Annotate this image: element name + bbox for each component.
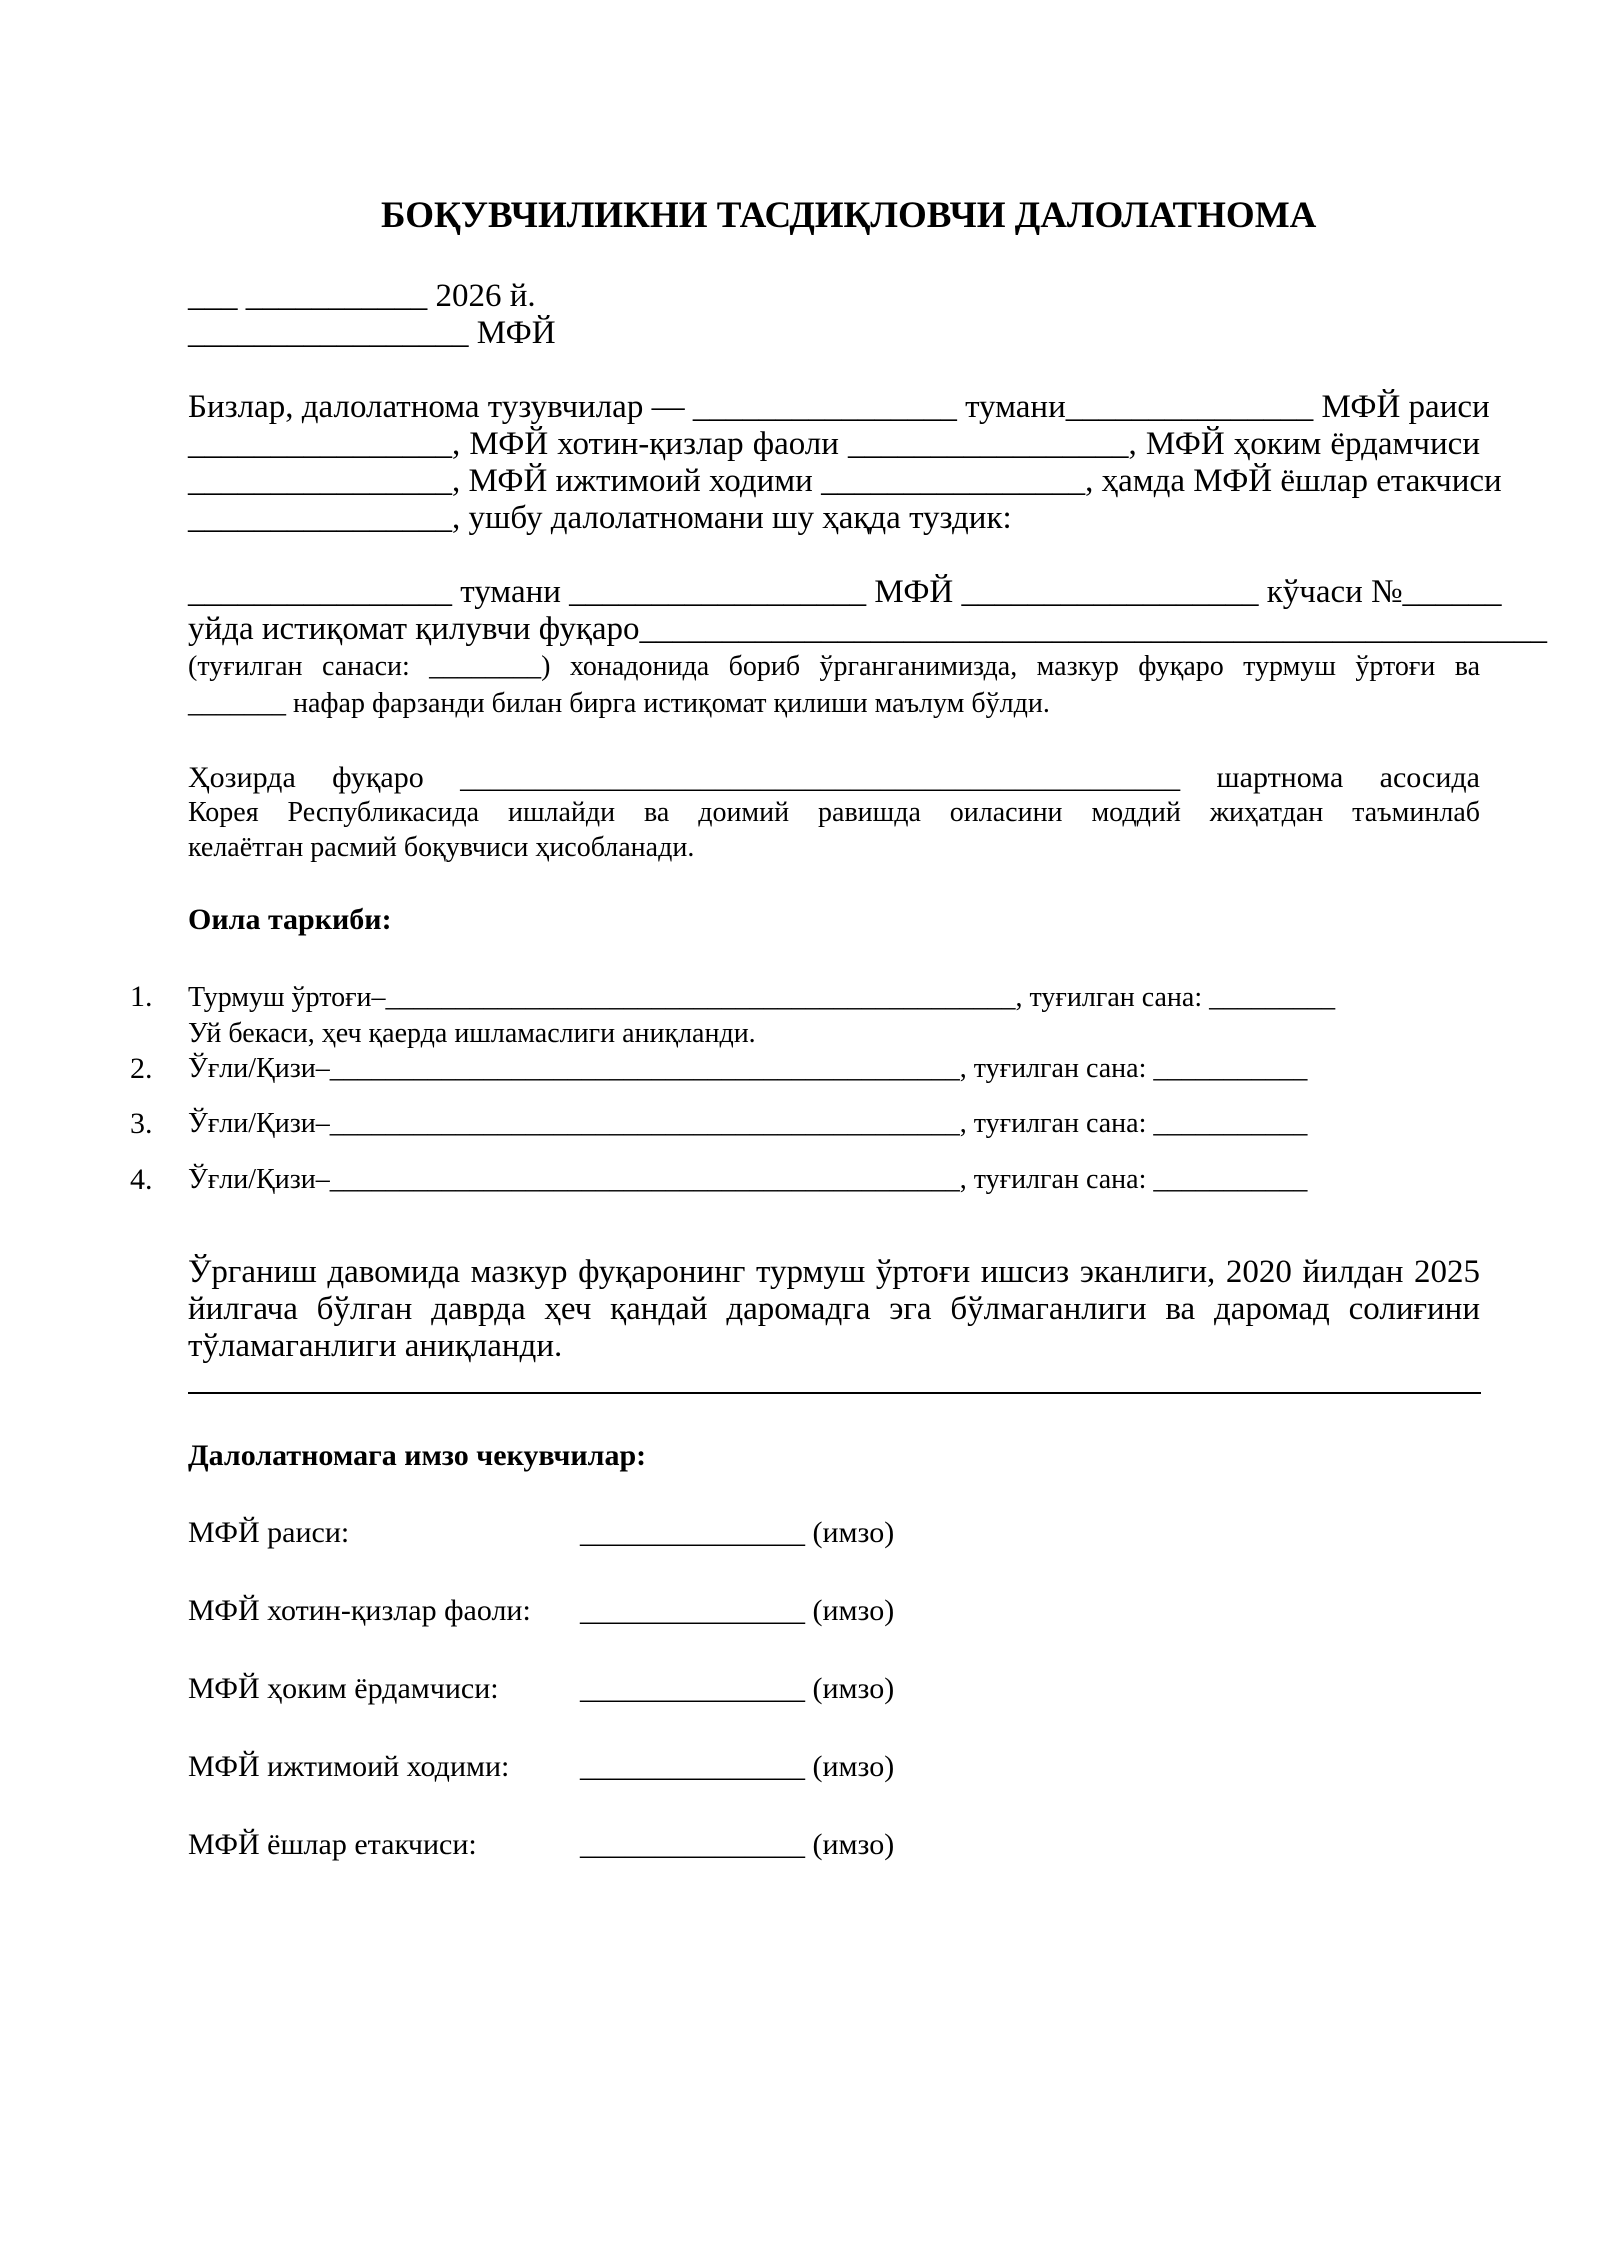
findings-line: тўламаганлиги аниқланди. bbox=[188, 1328, 563, 1364]
findings-line: йилгача бўлган даврда ҳеч қандай даромадга эга бўлмаганлиги ва даромад солиғини bbox=[188, 1291, 1480, 1327]
mfy-line: _________________ МФЙ bbox=[188, 315, 556, 351]
signer-role: МФЙ хотин-қизлар фаоли: bbox=[188, 1594, 531, 1627]
intro-line: ________________, МФЙ хотин-қизлар фаоли _________________, МФЙ ҳоким ёрдамчиси bbox=[188, 426, 1480, 462]
signature-line: _______________ (имзо) bbox=[580, 1828, 895, 1861]
signature-line: _______________ (имзо) bbox=[580, 1516, 895, 1549]
family-member-line: Ўғли/Қизи–_____________________________________________, туғилган сана: ___________ bbox=[188, 1053, 1308, 1084]
intro-line: ________________, ушбу далолатномани шу ҳақда туздик: bbox=[188, 500, 1012, 536]
list-number: 3. bbox=[130, 1107, 153, 1140]
document-title: БОҚУВЧИЛИКНИ ТАСДИҚЛОВЧИ ДАЛОЛАТНОМА bbox=[381, 195, 1317, 236]
signer-role: МФЙ ёшлар етакчиси: bbox=[188, 1828, 477, 1861]
signer-role: МФЙ ижтимоий ходими: bbox=[188, 1750, 510, 1783]
residence-line: _______ нафар фарзанди билан бирга истиқомат қилиши маълум бўлди. bbox=[188, 688, 1050, 719]
signatures-heading: Далолатномага имзо чекувчилар: bbox=[188, 1439, 647, 1472]
list-number: 2. bbox=[130, 1052, 153, 1085]
family-member-note: Уй бекаси, ҳеч қаерда ишламаслиги аниқланди. bbox=[188, 1018, 756, 1049]
residence-line: ________________ тумани __________________ МФЙ __________________ кўчаси №______ bbox=[188, 574, 1502, 610]
findings-line: Ўрганиш давомида мазкур фуқаронинг турмуш ўртоғи ишсиз эканлиги, 2020 йилдан 2025 bbox=[188, 1254, 1480, 1290]
family-heading: Оила таркиби: bbox=[188, 903, 392, 936]
intro-line: Бизлар, далолатнома тузувчилар — ________________ тумани_______________ МФЙ раиси bbox=[188, 389, 1490, 425]
list-number: 4. bbox=[130, 1163, 153, 1196]
residence-line: (туғилган санаси: ________) хонадонида бориб ўрганганимизда, мазкур фуқаро турмуш ўртоғи ва bbox=[188, 651, 1480, 682]
signer-role: МФЙ ҳоким ёрдамчиси: bbox=[188, 1672, 499, 1705]
family-member-line: Ўғли/Қизи–_____________________________________________, туғилган сана: ___________ bbox=[188, 1108, 1308, 1139]
intro-line: ________________, МФЙ ижтимоий ходими ________________, ҳамда МФЙ ёшлар етакчиси bbox=[188, 463, 1502, 499]
signature-line: _______________ (имзо) bbox=[580, 1750, 895, 1783]
breadwinner-line: келаётган расмий боқувчиси ҳисобланади. bbox=[188, 832, 695, 863]
signature-line: _______________ (имзо) bbox=[580, 1594, 895, 1627]
residence-line: уйда истиқомат қилувчи фуқаро_______________________________________________________ bbox=[188, 611, 1547, 647]
signature-line: _______________ (имзо) bbox=[580, 1672, 895, 1705]
date-line: ___ ___________ 2026 й. bbox=[188, 278, 536, 314]
signer-role: МФЙ раиси: bbox=[188, 1516, 350, 1549]
horizontal-rule bbox=[188, 1392, 1481, 1394]
family-member-line: Ўғли/Қизи–_____________________________________________, туғилган сана: ___________ bbox=[188, 1164, 1308, 1195]
list-number: 1. bbox=[130, 980, 153, 1013]
breadwinner-line: Корея Республикасида ишлайди ва доимий равишда оиласини моддий жиҳатдан таъминлаб bbox=[188, 797, 1480, 828]
family-member-line: Турмуш ўртоғи–_____________________________________________, туғилган сана: _________ bbox=[188, 982, 1336, 1013]
breadwinner-line: Ҳозирда фуқаро ________________________________________________ шартнома асосида bbox=[188, 761, 1480, 794]
